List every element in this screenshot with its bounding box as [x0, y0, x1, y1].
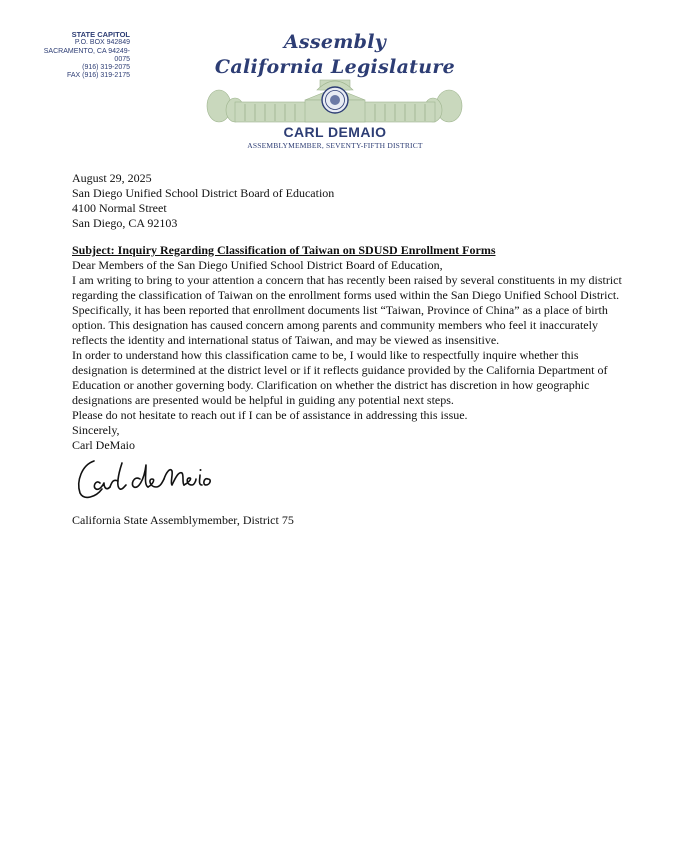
- letter-salutation: Dear Members of the San Diego Unified School District Board of Education,: [72, 258, 443, 272]
- letter-date: August 29, 2025: [72, 171, 152, 185]
- handwritten-signature: [74, 453, 224, 505]
- office-name: STATE CAPITOL: [71, 30, 130, 39]
- signer-title: California State Assemblymember, District 75: [72, 513, 294, 527]
- paragraph-4: Please do not hesitate to reach out if I can be of assistance in addressing this issue.: [72, 408, 468, 422]
- capitol-building-illustration: [205, 78, 465, 124]
- paragraph-1: I am writing to bring to your attention a concern that has recently been raised by several constituents in my district regarding the classification of Taiwan on the enrollment forms used within the San Diego Unified School District.: [72, 273, 622, 302]
- recipient-org: San Diego Unified School District Board of Education: [72, 186, 335, 200]
- member-name: CARL DEMAIO: [283, 124, 387, 140]
- recipient-address: [72, 186, 632, 231]
- signer-name: Carl DeMaio: [72, 438, 135, 452]
- paragraph-3: In order to understand how this classification came to be, I would like to respectfully inquire whether this designation is determined at the district level or if it reflects guidance provided by the California Department of Education or another governing body. Clarification on whether the district has discretion in how geographic designations are presented would be helpful in guiding any potential next steps.: [72, 348, 608, 407]
- letterhead: [200, 28, 470, 153]
- office-po-box: P.O. BOX 942849: [74, 39, 130, 47]
- letterhead-title-legislature: California Legislature: [214, 56, 456, 78]
- office-address-block: [30, 31, 130, 81]
- member-title: ASSEMBLYMEMBER, SEVENTY-FIFTH DISTRICT: [247, 141, 423, 150]
- recipient-street: 4100 Normal Street: [72, 201, 167, 215]
- office-city: SACRAMENTO, CA 94249-0075: [43, 47, 130, 63]
- letter-body: [72, 171, 632, 528]
- paragraph-2: Specifically, it has been reported that enrollment documents list “Taiwan, Province of China” as a place of birth option. This designation has caused concern among parents and community members who feel it inaccurately reflects the identity and international status of Taiwan, and may be viewed as insensitive.: [72, 303, 608, 347]
- letterhead-title-assembly: Assembly: [283, 31, 387, 53]
- office-phone: (916) 319-2075: [82, 64, 130, 72]
- office-fax: FAX (916) 319-2175: [66, 72, 130, 80]
- letter-closing: Sincerely,: [72, 423, 120, 437]
- recipient-city: San Diego, CA 92103: [72, 216, 178, 230]
- letter-subject: Subject: Inquiry Regarding Classification of Taiwan on SDUSD Enrollment Forms: [72, 243, 496, 257]
